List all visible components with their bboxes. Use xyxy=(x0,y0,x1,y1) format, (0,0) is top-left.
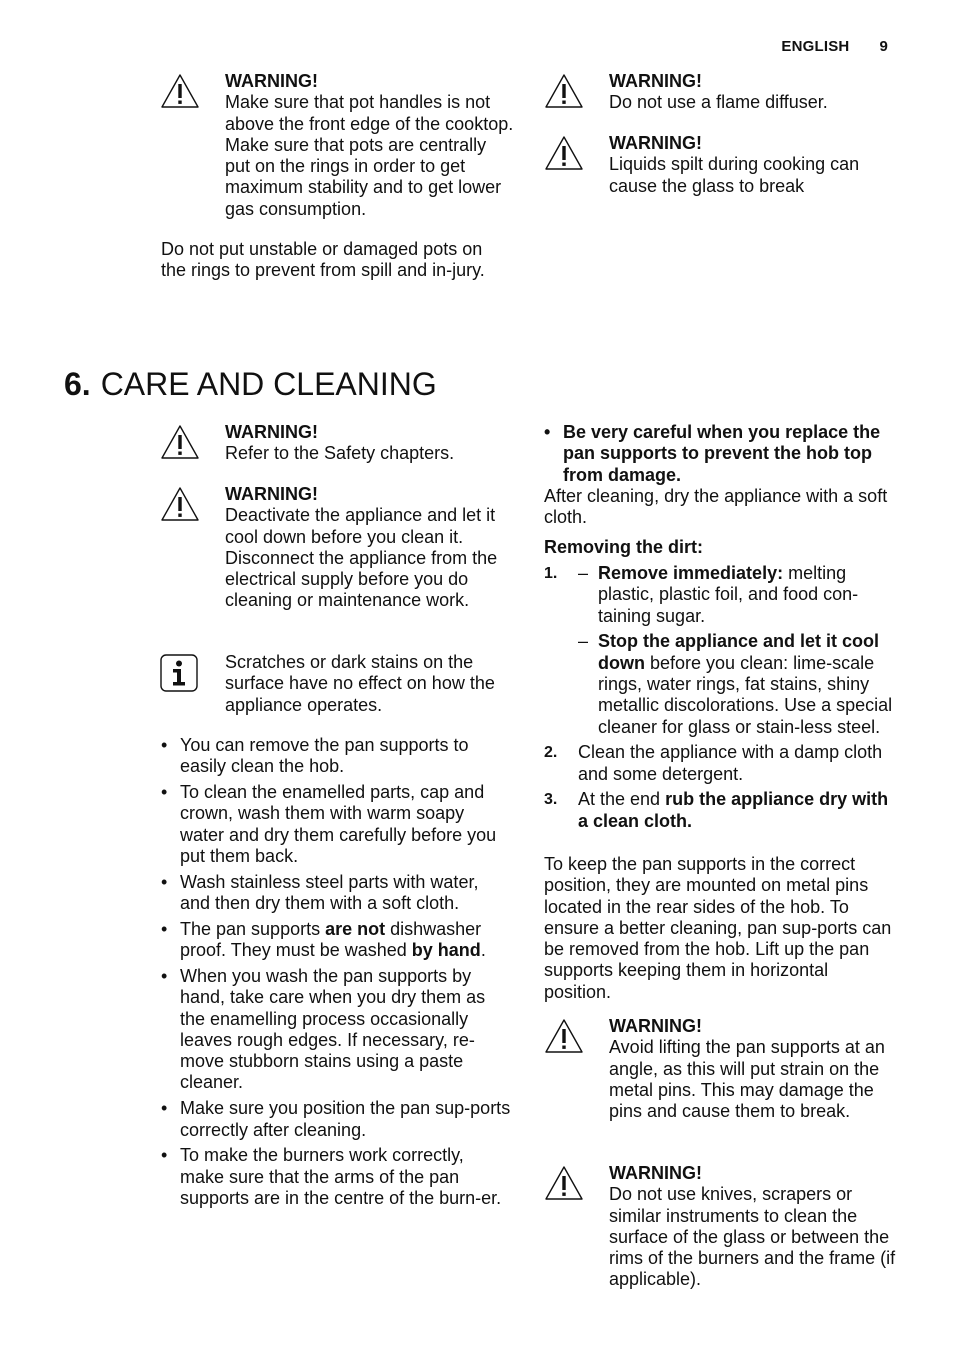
page-header xyxy=(751,38,888,55)
warning-title: WARNING! xyxy=(225,484,318,504)
page-number: 9 xyxy=(879,38,888,55)
cleaning-steps xyxy=(544,563,896,837)
warning-text: Refer to the Safety chapters. xyxy=(225,443,455,464)
warning-title: WARNING! xyxy=(609,1163,702,1183)
unstable-pots-paragraph: Do not put unstable or damaged pots on the rings to prevent from spill and in-jury. xyxy=(161,239,485,281)
list-item: • To make the burners work correctly, make sure that the arms of the pan supports are in the centre of the burn-er. xyxy=(161,1145,511,1209)
warning-triangle-icon xyxy=(544,135,584,171)
warning-triangle-icon xyxy=(160,424,200,460)
step-3: 3. At the end rub the appliance dry with a clean cloth. xyxy=(544,789,889,831)
section-title-text: CARE AND CLEANING xyxy=(100,366,437,402)
list-item: • The pan supports are not dishwasher proof. They must be washed by hand. xyxy=(161,919,511,962)
section-number: 6. xyxy=(64,366,91,402)
warning-text: Avoid lifting the pan supports at an angle, as this will put strain on the metal pins. This may damage the pins and cause them to break. xyxy=(609,1037,885,1122)
pan-supports-paragraph: To keep the pan supports in the correct position, they are mounted on metal pins located in the rear sides of the hob. To ensure a better cleaning, pan sup-ports can be removed from the hob. Lift up the pan supports keeping them in horizontal position. xyxy=(544,854,892,1002)
substep: – Stop the appliance and let it cool down before you clean: lime-scale rings, water rings, fat stains, shiny metallic discolorations. Use a special cleaner for glass or stain-less steel. xyxy=(578,631,893,737)
warning-title: WARNING! xyxy=(609,133,702,153)
warning-title: WARNING! xyxy=(225,422,318,442)
warning-title: WARNING! xyxy=(609,1016,702,1036)
list-item: • To clean the enamelled parts, cap and crown, wash them with warm soapy water and dry them carefully before you put them back. xyxy=(161,782,511,867)
warning-triangle-icon xyxy=(160,73,200,109)
after-cleaning-paragraph: After cleaning, dry the appliance with a soft cloth. xyxy=(544,486,888,528)
warning-text: Do not use knives, scrapers or similar instruments to clean the surface of the glass or between the rims of the burners and the frame (if applicable). xyxy=(609,1184,896,1290)
step-number: 2. xyxy=(544,744,558,762)
warning-title: WARNING! xyxy=(609,71,702,91)
step-number: 1. xyxy=(544,565,558,582)
warning-text: Make sure that pot handles is not above the front edge of the cooktop. Make sure that pots are centrally put on the rings in order to get maximum stability and to get lower gas consumption. xyxy=(225,92,514,219)
warning-triangle-icon xyxy=(544,73,584,109)
removing-dirt-heading: Removing the dirt: xyxy=(544,537,704,557)
replace-supports-bullet xyxy=(544,422,900,490)
step-number: 3. xyxy=(544,791,558,809)
language-label: ENGLISH xyxy=(781,38,850,55)
warning-text: Do not use a flame diffuser. xyxy=(609,92,828,113)
cleaning-bullet-list xyxy=(161,735,511,1214)
warning-triangle-icon xyxy=(544,1018,584,1054)
info-text: Scratches or dark stains on the surface have no effect on how the appliance operates. xyxy=(225,652,495,715)
warning-text: Liquids spilt during cooking can cause the glass to break xyxy=(609,154,860,196)
warning-triangle-icon xyxy=(544,1165,584,1201)
list-item: • Make sure you position the pan sup-ports correctly after cleaning. xyxy=(161,1098,511,1141)
list-item: • You can remove the pan supports to easily clean the hob. xyxy=(161,735,511,778)
list-item: • Wash stainless steel parts with water, and then dry them with a soft cloth. xyxy=(161,872,511,915)
list-item: • When you wash the pan supports by hand, take care when you dry them as the enamelling process occasionally leaves rough edges. If necessary, re-move stubborn stains using a paste cleaner. xyxy=(161,966,511,1094)
step-1 xyxy=(544,563,896,738)
step-2: 2. Clean the appliance with a damp cloth and some detergent. xyxy=(544,742,883,784)
warning-text: Deactivate the appliance and let it cool down before you clean it. Disconnect the appliance from the electrical supply before you do cleaning or maintenance work. xyxy=(225,505,498,611)
substep: – Remove immediately: melting plastic, plastic foil, and food con-taining sugar. xyxy=(578,563,859,626)
list-item: • Be very careful when you replace the pan supports to prevent the hob top from damage. xyxy=(544,422,900,486)
section-title xyxy=(64,362,437,406)
info-icon xyxy=(160,654,198,692)
warning-title: WARNING! xyxy=(225,71,318,91)
warning-triangle-icon xyxy=(160,486,200,522)
